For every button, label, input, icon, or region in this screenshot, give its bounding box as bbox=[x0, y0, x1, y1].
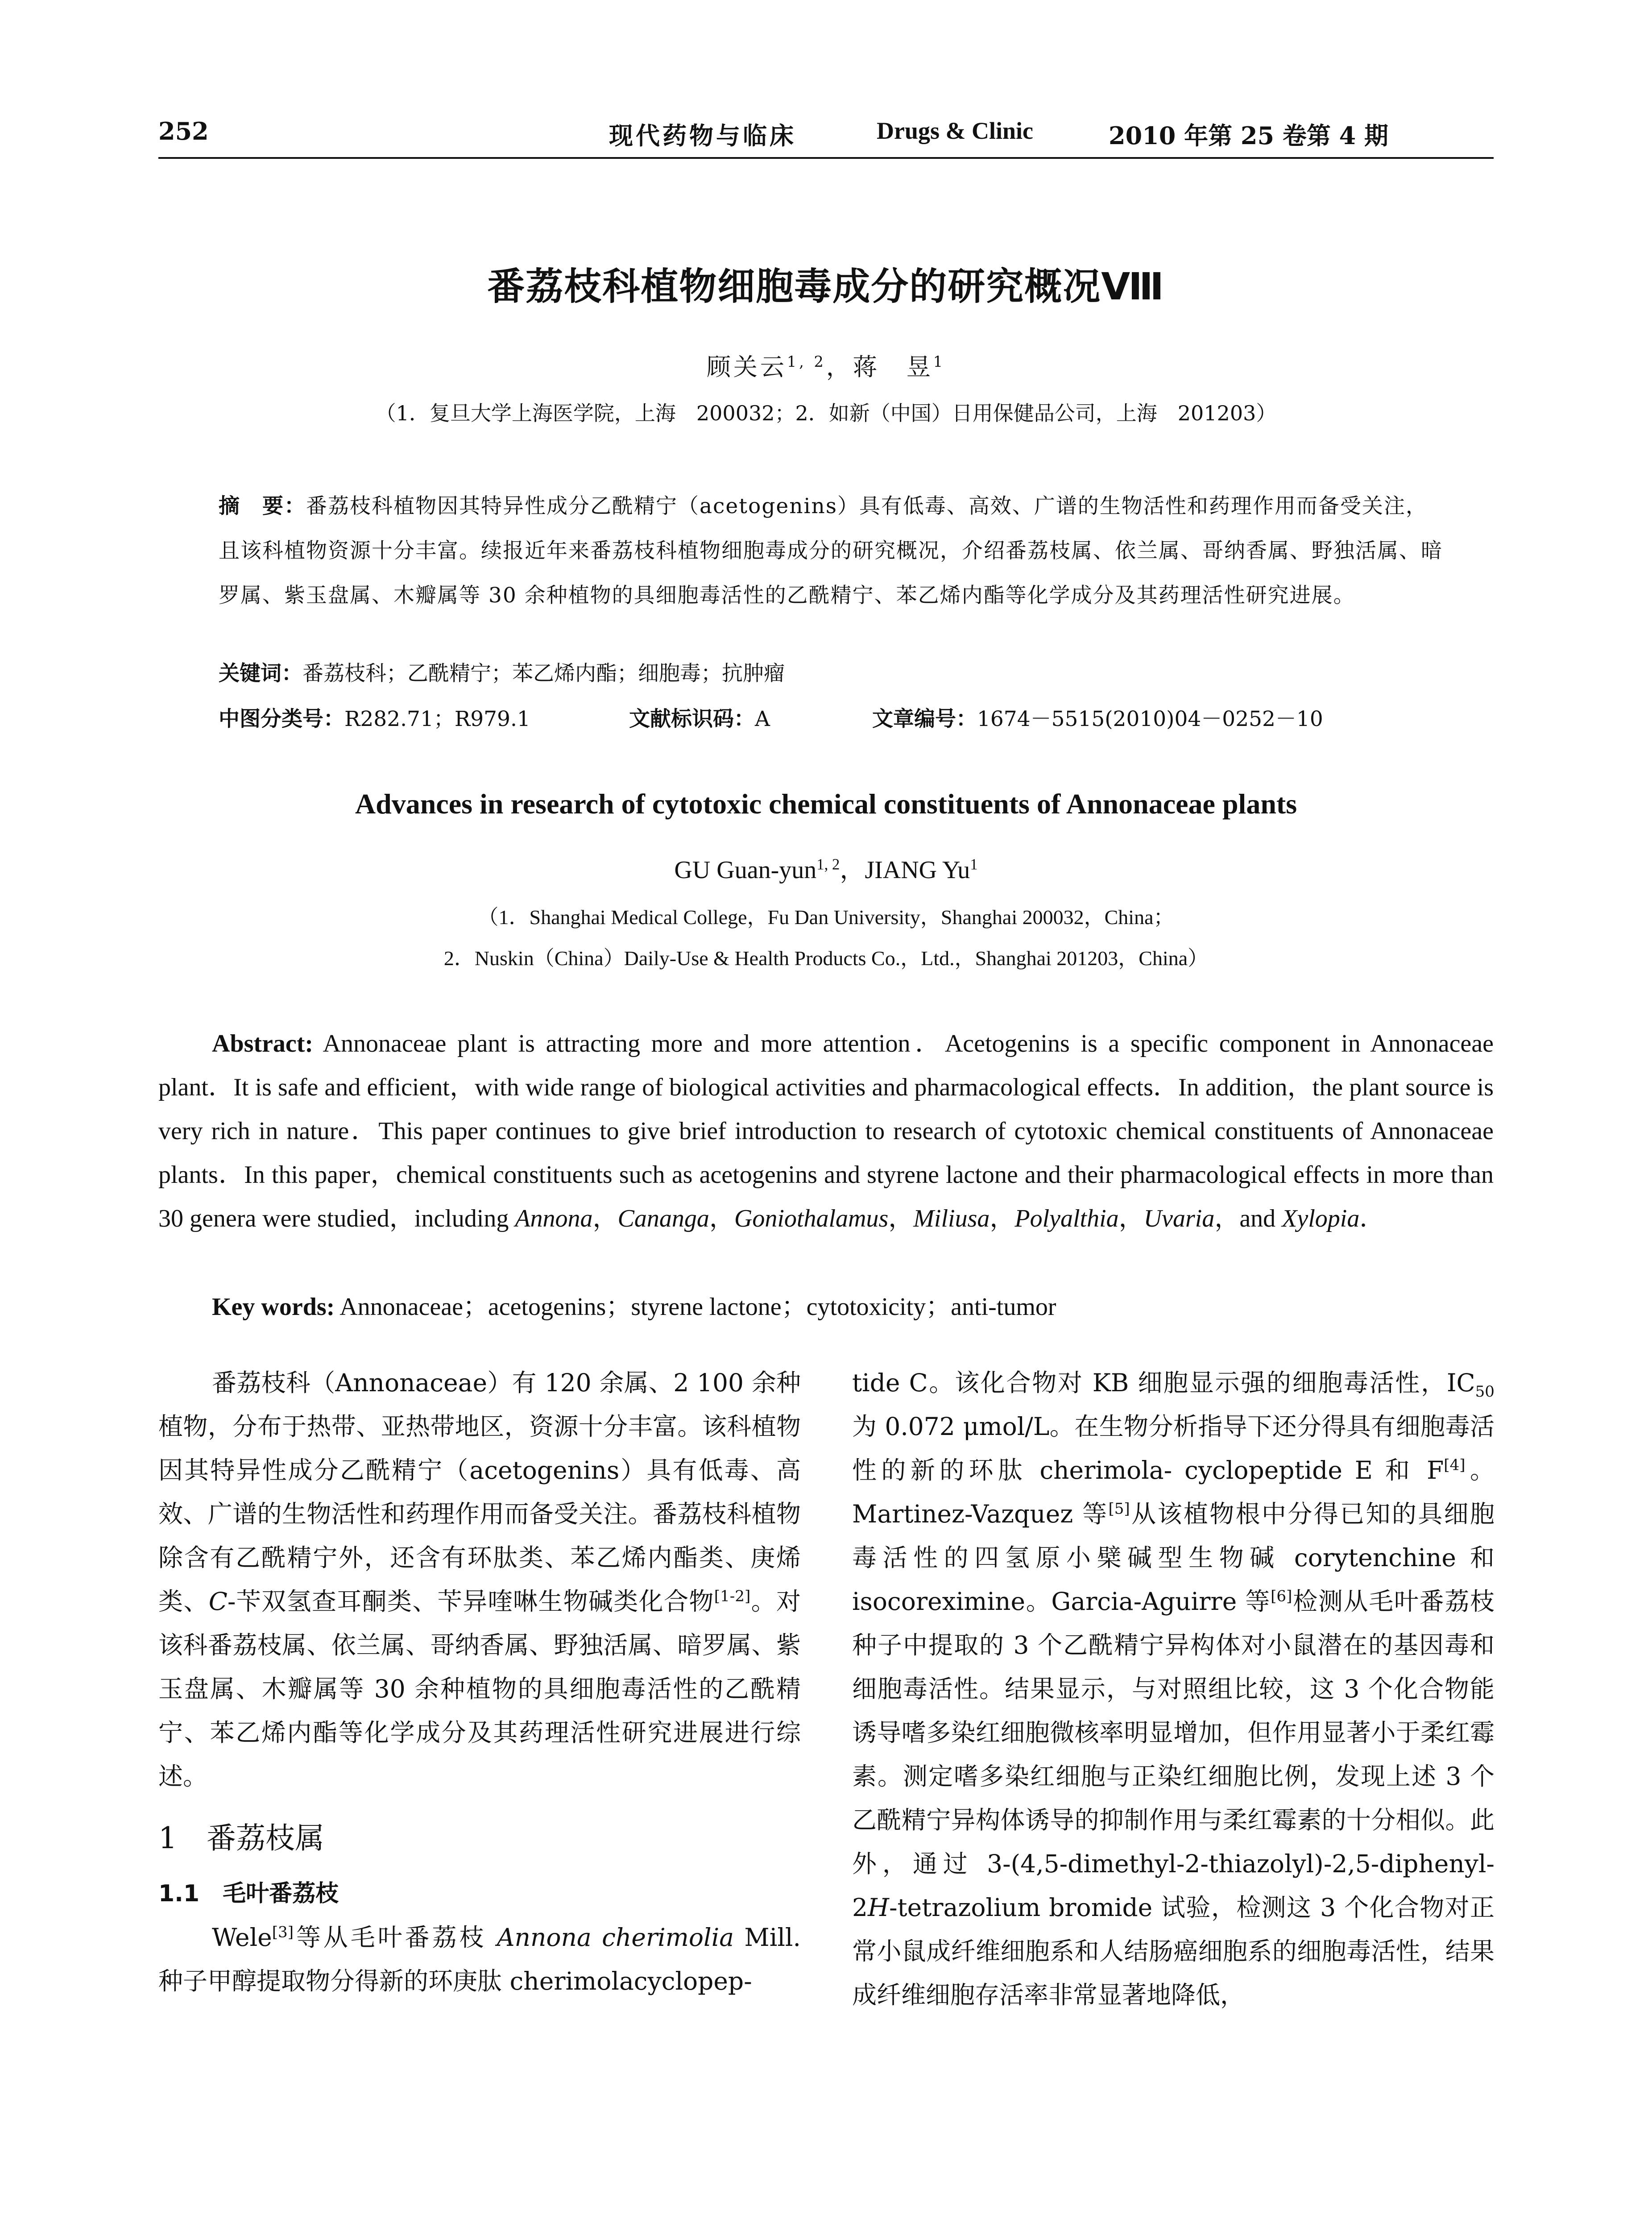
right-text-e: 检测从毛叶番荔枝种子中提取的 3 个乙酰精宁异构体对小鼠潜在的基因毒和细胞毒活性。结果显示，与对照组比较，这 3 个化合物能诱导嗜多染红细胞微核率明显增加，但作用显著小于柔红霉素。测定嗜多染红细胞与正染红细胞比例，发现上述 3 个乙酰精宁异构体诱导的抑制作用与柔红霉素的十分相似。此外，通过 3-(4,5-dimethyl-2-thiazolyl)-2,5-diphenyl-2 bbox=[852, 1587, 1495, 1922]
article-title-en: Advances in research of cytotoxic chemical constituents of Annonaceae plants bbox=[355, 788, 1297, 820]
right-text-a: tide C。该化合物对 KB 细胞显示强的细胞毒活性，IC bbox=[852, 1368, 1475, 1397]
citation-6: [6] bbox=[1271, 1587, 1292, 1605]
issue-info: 2010 年第 25 卷第 4 期 bbox=[1109, 121, 1389, 150]
body-column-right bbox=[852, 1361, 1495, 2017]
keywords-cn bbox=[219, 656, 1447, 692]
journal-name-cn: 现代药物与临床 bbox=[609, 121, 796, 150]
abstract-en bbox=[158, 1022, 1494, 1240]
comma: ， bbox=[1118, 1205, 1144, 1232]
comma: ， bbox=[709, 1205, 734, 1232]
intro-paragraph bbox=[158, 1361, 801, 1798]
clc-value: R282.71；R979.1 bbox=[344, 707, 530, 731]
author-1-en-affil: 1, 2 bbox=[816, 855, 840, 873]
and-word: and bbox=[1239, 1205, 1282, 1232]
comma: ， bbox=[888, 1205, 914, 1232]
abstract-en-text: Annonaceae plant is attracting more and more attention．Acetogenins is a specific component in Annonaceae plant．It is safe and efficient，with wide range of biological activities and pharmacological effects．In addition，the plant source is very rich in nature．This paper continues to give brief introduction to research of cytotoxic chemical constituents of Annonaceae plants．In this paper，chemical constituents such as acetogenins and styrene lactone and their pharmacological effects in more than 30 genera were studied，including bbox=[158, 1030, 1494, 1232]
doc-code-value: A bbox=[755, 707, 770, 731]
species-name: Annona cherimolia bbox=[497, 1923, 734, 1952]
p2-text-b: 等从毛叶番荔枝 bbox=[294, 1923, 497, 1952]
section-1-1-heading: 1.1 毛叶番荔枝 bbox=[158, 1880, 339, 1907]
author-1-cn-affil: 1, 2 bbox=[787, 353, 826, 370]
doc-code-label: 文献标识码： bbox=[629, 707, 755, 731]
section-1-1-paragraph bbox=[158, 1916, 801, 2003]
abstract-en-label: Abstract: bbox=[212, 1030, 314, 1057]
intro-text-c: C bbox=[208, 1587, 228, 1616]
article-number-value: 1674－5515(2010)04－0252－10 bbox=[977, 707, 1323, 731]
citation-3: [3] bbox=[272, 1923, 294, 1941]
intro-text-b: -苄双氢查耳酮类、苄异喹啉生物碱类化合物 bbox=[227, 1587, 714, 1616]
continued-paragraph bbox=[852, 1361, 1495, 2017]
genus-cananga: Cananga bbox=[617, 1205, 709, 1232]
author-2-en: JIANG Yu bbox=[865, 856, 970, 884]
citation-1-2: [1-2] bbox=[714, 1587, 751, 1605]
right-text-b: 为 0.072 μmol/L。在生物分析指导下还分得具有细胞毒活性的新的环肽 cherimola- cyclopeptide E 和 F bbox=[852, 1412, 1495, 1485]
author-1-cn: 顾关云 bbox=[706, 353, 787, 381]
doc-code-block bbox=[629, 701, 770, 737]
affiliation-en bbox=[158, 897, 1494, 979]
abstract-cn-text: 番荔枝科植物因其特异性成分乙酰精宁（acetogenins）具有低毒、高效、广谱的生物活性和药理作用而备受关注，且该科植物资源十分丰富。续报近年来番荔枝科植物细胞毒成分的研究概况，介绍番荔枝属、依兰属、哥纳香属、野独活属、暗罗属、紫玉盘属、木瓣属等 30 余种植物的具细胞毒活性的乙酰精宁、苯乙烯内酯等化学成分及其药理活性研究进展。 bbox=[219, 494, 1443, 608]
author-2-cn-affil: 1 bbox=[933, 353, 946, 370]
classification-line bbox=[219, 701, 1447, 737]
genus-xylopia: Xylopia bbox=[1282, 1205, 1360, 1232]
citation-5: [5] bbox=[1108, 1500, 1130, 1518]
section-1-heading: 1 番荔枝属 bbox=[158, 1821, 324, 1855]
keywords-cn-text: 番荔枝科；乙酰精宁；苯乙烯内酯；细胞毒；抗肿瘤 bbox=[302, 661, 785, 686]
comma: ， bbox=[990, 1205, 1015, 1232]
genus-goniothalamus: Goniothalamus bbox=[734, 1205, 889, 1232]
ic50-subscript: 50 bbox=[1475, 1383, 1495, 1401]
keywords-en-text: Annonaceae；acetogenins；styrene lactone；cytotoxicity；anti-tumor bbox=[335, 1293, 1056, 1321]
article-title-cn: 番荔枝科植物细胞毒成分的研究概况Ⅷ bbox=[487, 265, 1165, 308]
running-header bbox=[158, 117, 1494, 159]
intro-text-a: 番荔枝科（Annonaceae）有 120 余属、2 100 余种植物，分布于热带、亚热带地区，资源十分丰富。该科植物因其特异性成分乙酰精宁（acetogenins）具有低毒、高效、广谱的生物活性和药理作用而备受关注。番荔枝科植物除含有乙酰精宁外，还含有环肽类、苯乙烯内酯类、庚烯类、 bbox=[158, 1368, 801, 1616]
genus-annona: Annona bbox=[515, 1205, 593, 1232]
article-number-block bbox=[872, 701, 1323, 737]
author-separator-en: ， bbox=[840, 856, 865, 884]
genus-miliusa: Miliusa bbox=[913, 1205, 990, 1232]
body-column-left bbox=[158, 1361, 801, 2003]
authors-cn bbox=[158, 348, 1494, 382]
intro-text-rest: 。对该科番荔枝属、依兰属、哥纳香属、野独活属、暗罗属、紫玉盘属、木瓣属等 30 余种植物的具细胞毒活性的乙酰精宁、苯乙烯内酯等化学成分及其药理活性研究进展进行综述。 bbox=[158, 1587, 801, 1791]
keywords-cn-label: 关键词： bbox=[219, 661, 302, 686]
article-number-label: 文章编号： bbox=[872, 707, 977, 731]
genus-uvaria: Uvaria bbox=[1143, 1205, 1215, 1232]
clc-label: 中图分类号： bbox=[219, 707, 344, 731]
comma: ， bbox=[592, 1205, 618, 1232]
keywords-en-label: Key words: bbox=[212, 1293, 335, 1321]
genus-polyalthia: Polyalthia bbox=[1014, 1205, 1119, 1232]
comma: ， bbox=[1214, 1205, 1240, 1232]
affiliation-en-line-2: 2．Nuskin（China）Daily-Use & Health Products Co.，Ltd.，Shanghai 201203，China） bbox=[443, 947, 1209, 970]
abstract-cn-label: 摘 要： bbox=[219, 494, 306, 518]
italic-h: H bbox=[868, 1893, 889, 1922]
period: ． bbox=[1359, 1205, 1385, 1232]
page-number: 252 bbox=[158, 117, 209, 145]
authors-en bbox=[158, 850, 1494, 886]
citation-4: [4] bbox=[1444, 1456, 1466, 1474]
author-2-en-affil: 1 bbox=[970, 855, 978, 873]
keywords-en bbox=[158, 1285, 1494, 1329]
clc-block bbox=[219, 707, 530, 731]
author-2-cn: 蒋 昱 bbox=[853, 353, 933, 381]
author-1-en: GU Guan-yun bbox=[674, 856, 817, 884]
affiliation-cn: （1．复旦大学上海医学院，上海 200032；2．如新（中国）日用保健品公司，上海 201203） bbox=[375, 401, 1277, 425]
journal-name-en: Drugs & Clinic bbox=[877, 117, 1033, 144]
right-text-d: 从该植物根中分得已知的具细胞毒活性的四氢原小檗碱型生物碱 corytenchine 和 isocoreximine。Garcia-Aguirre 等 bbox=[852, 1500, 1495, 1616]
author-separator-cn: ， bbox=[826, 353, 853, 381]
abstract-cn bbox=[219, 484, 1447, 618]
wele-author: Wele bbox=[212, 1923, 272, 1952]
p2-text-c: Mill. 种子甲醇提取物分得新的环庚肽 cherimolacyclopep- bbox=[158, 1923, 801, 1995]
affiliation-en-line-1: （1．Shanghai Medical College，Fu Dan University，Shanghai 200032，China； bbox=[478, 906, 1174, 929]
right-text-f: -tetrazolium bromide 试验，检测这 3 个化合物对正常小鼠成纤维细胞系和人结肠癌细胞系的细胞毒活性，结果成纤维细胞存活率非常显著地降低， bbox=[852, 1893, 1495, 2009]
right-text-c: 。Martinez-Vazquez 等 bbox=[852, 1456, 1495, 1528]
